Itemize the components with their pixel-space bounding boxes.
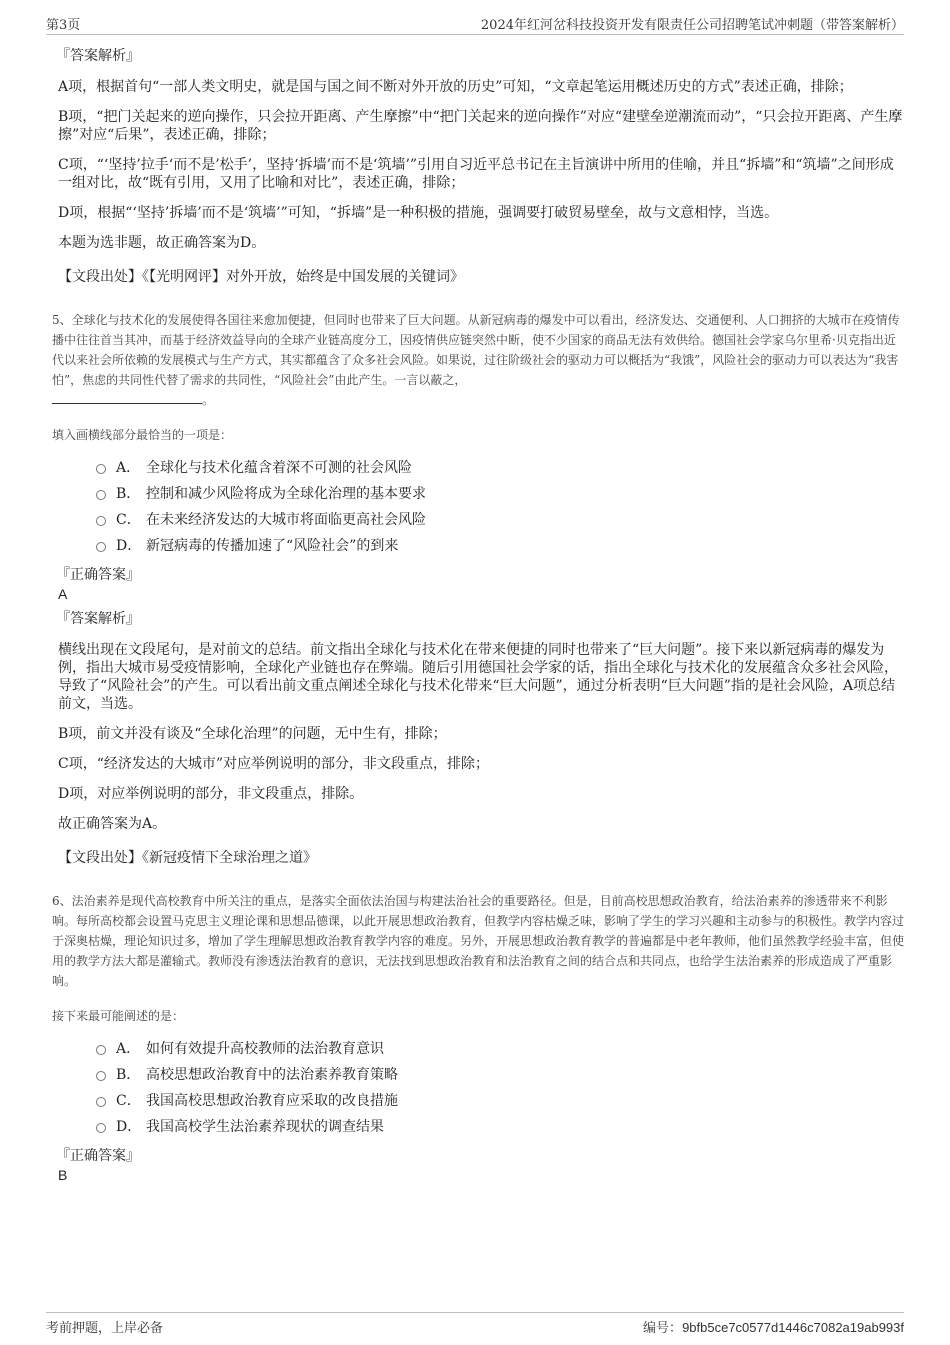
option-letter: D． [116,538,142,554]
option-text: 我国高校学生法治素养现状的调查结果 [146,1119,384,1135]
q4-analysis-b: B项，“把门关起来的逆向操作，只会拉开距离、产生摩擦”中“把门关起来的逆向操作”对应“建壁垒逆潮流而动”，“只会拉开距离、产生摩擦”对应“后果”，表述正确，排除； [58,109,903,143]
option-letter: B． [116,1067,141,1083]
option-text: 全球化与技术化蕴含着深不可测的社会风险 [146,460,412,476]
q5-blank [52,391,202,404]
q5-stem [52,310,904,410]
q5-analysis-label: 『答案解析』 [56,611,140,627]
q5-analysis-d: D项，对应举例说明的部分，非文段重点，排除。 [58,786,364,802]
q6-prompt: 接下来最可能阐述的是： [52,1009,185,1023]
q5-analysis-c: C项，“经济发达的大城市”对应举例说明的部分，非文段重点，排除； [58,756,490,772]
footer-slogan: 考前押题，上岸必备 [46,1321,164,1336]
q5-option-d[interactable] [96,533,904,559]
q4-analysis-label: 『答案解析』 [56,48,140,64]
q4-conclusion: 本题为选非题，故正确答案为D。 [58,235,266,251]
q5-correct-label: 『正确答案』 [56,567,140,583]
q5-prompt: 填入画横线部分最恰当的一项是： [52,428,233,442]
option-letter: A． [116,1041,141,1057]
q5-blank-end: 。 [202,393,215,407]
q6-stem: 6、法治素养是现代高校教育中所关注的重点，是落实全面依法治国与构建法治社会的重要路径。但是，目前高校思想政治教育，给法治素养的渗透带来不利影响。每所高校都会设置马克思主义理论课和思想品德课，以此开展思想政治教育，但教学内容枯燥乏味，影响了学生的学习兴趣和主动参与的积极性。教学内容过于深奥枯燥，理论知识过多，增加了学生理解思想政治教育教学内容的难度。另外，开展思想政治教育教学的普遍都是中老年教师，他们虽然教学经验丰富，但使用的教学方法大都是灌输式。教师没有渗透法治教育的意识，无法找到思想政治教育和法治教育之间的结合点和共同点，也给学生法治素养的形成造成了严重影响。 [52,894,905,988]
page-header [46,12,904,35]
q4-source: 【文段出处】《【光明网评】对外开放，始终是中国发展的关键词》 [58,269,464,285]
q6-options [96,1036,904,1140]
q5-analysis-main: 横线出现在文段尾句，是对前文的总结。前文指出全球化与技术化在带来便捷的同时也带来了“巨大问题”。接下来以新冠病毒的爆发为例，指出大城市易受疫情影响，全球化产业链也存在弊端。随后引用德国社会学家的话，指出全球化与技术化的发展蕴含众多社会风险，导致了“风险社会”的产生。可以看出前文重点阐述全球化与技术化带来“巨大问题”，通过分析表明“巨大问题”指的是社会风险，A项总结前文，当选。 [58,642,898,712]
option-text: 我国高校思想政治教育应采取的改良措施 [146,1093,398,1109]
q5-analysis-b: B项，前文并没有谈及“全球化治理”的问题，无中生有，排除； [58,726,447,742]
radio-icon[interactable] [96,1071,106,1081]
q4-analysis-a: A项，根据首句“一部人类文明史，就是国与国之间不断对外开放的历史”可知，“文章起笔运用概述历史的方式”表述正确，排除； [58,79,853,95]
q6-option-d[interactable] [96,1114,904,1140]
q4-analysis-d: D项，根据“‘坚持’拆墙’而不是‘筑墙’”可知，“拆墙”是一种积极的措施，强调要打破贸易壁垒，故与文意相悖，当选。 [58,205,779,221]
q5-correct-value: A [58,586,68,602]
q4-analysis-c: C项，“‘坚持’拉手‘而不是’松手’，坚持‘拆墙’而不是‘筑墙’”引用自习近平总书记在主旨演讲中所用的佳喻，并且“拆墙”和“筑墙”之间形成一组对比，故“既有引用，又用了比喻和对比”，表述正确，排除； [58,157,894,191]
option-text: 如何有效提升高校教师的法治教育意识 [146,1041,384,1057]
document-code [643,1317,904,1336]
option-letter: C． [116,512,141,528]
option-letter: A． [116,460,141,476]
radio-icon[interactable] [96,1045,106,1055]
radio-icon[interactable] [96,490,106,500]
q5-option-c[interactable] [96,507,904,533]
radio-icon[interactable] [96,516,106,526]
document-title: 2024年红河岔科技投资开发有限责任公司招聘笔试冲刺题（带答案解析） [480,18,904,33]
page-number: 第3页 [46,18,81,33]
q5-conclusion: 故正确答案为A。 [58,816,167,832]
code-label: 编号： [643,1321,683,1336]
radio-icon[interactable] [96,1097,106,1107]
option-text: 在未来经济发达的大城市将面临更高社会风险 [146,512,426,528]
q6-option-c[interactable] [96,1088,904,1114]
q5-source: 【文段出处】《新冠疫情下全球治理之道》 [58,850,317,866]
page-footer [46,1312,904,1337]
option-text: 高校思想政治教育中的法治素养教育策略 [146,1067,398,1083]
radio-icon[interactable] [96,464,106,474]
option-letter: D． [116,1119,142,1135]
q5-option-b[interactable] [96,481,904,507]
q6-option-b[interactable] [96,1062,904,1088]
option-letter: B． [116,486,141,502]
page-content [52,38,905,1184]
radio-icon[interactable] [96,542,106,552]
q5-option-a[interactable] [96,455,904,481]
q6-correct-label: 『正确答案』 [56,1148,140,1164]
q5-options [96,455,904,559]
radio-icon[interactable] [96,1123,106,1133]
option-text: 新冠病毒的传播加速了“风险社会”的到来 [146,538,399,554]
option-text: 控制和减少风险将成为全球化治理的基本要求 [146,486,426,502]
q6-correct-value: B [58,1167,68,1183]
option-letter: C． [116,1093,141,1109]
code-value: 9bfb5ce7c0577d1446c7082a19ab993f [682,1320,904,1335]
q6-option-a[interactable] [96,1036,904,1062]
q5-stem-text: 5、全球化与技术化的发展使得各国往来愈加便捷，但同时也带来了巨大问题。从新冠病毒的爆发中可以看出，经济发达、交通便利、人口拥挤的大城市在疫情传播中往往首当其冲，而基于经济效益导向的全球产业链高度分工，因疫情供应链突然中断，使不少国家的商品无法有效供给。德国社会学家乌尔里希·贝克指出近代以来社会所依赖的发展模式与生产方式，其实都蕴含了众多社会风险。如果说，过往阶级社会的驱动力可以概括为“我饿”，风险社会的驱动力可以表达为“我害怕”，焦虑的共同性代替了需求的共同性，“风险社会”由此产生。一言以蔽之， [52,313,900,387]
